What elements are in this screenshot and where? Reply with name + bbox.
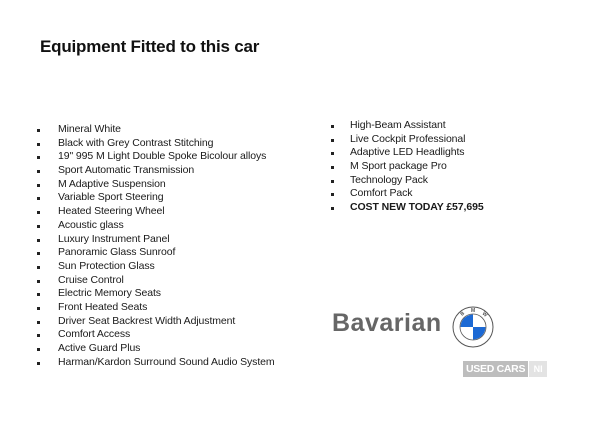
bullet-icon: [37, 184, 40, 187]
list-item: Live Cockpit Professional: [331, 133, 484, 147]
bullet-icon: [37, 143, 40, 146]
list-item: M Sport package Pro: [331, 160, 484, 174]
bullet-icon: [37, 252, 40, 255]
dealer-logo-text: Bavarian: [332, 309, 442, 337]
region-label: NI: [529, 361, 547, 377]
bullet-icon: [37, 266, 40, 269]
cost-new-item: COST NEW TODAY £57,695: [331, 201, 484, 215]
list-item: Panoramic Glass Sunroof: [37, 246, 275, 260]
list-item: M Adaptive Suspension: [37, 178, 275, 192]
bmw-roundel-icon: [452, 306, 494, 348]
list-item: Luxury Instrument Panel: [37, 233, 275, 247]
list-item: Driver Seat Backrest Width Adjustment: [37, 315, 275, 329]
used-cars-badge: [463, 361, 547, 377]
bullet-icon: [37, 129, 40, 132]
bullet-icon: [331, 180, 334, 183]
bullet-icon: [37, 321, 40, 324]
used-cars-label: USED CARS: [463, 361, 528, 377]
bullet-icon: [37, 348, 40, 351]
list-item: Comfort Pack: [331, 187, 484, 201]
list-item: Active Guard Plus: [37, 342, 275, 356]
bullet-icon: [37, 307, 40, 310]
list-item: Acoustic glass: [37, 219, 275, 233]
svg-text:B: B: [459, 310, 467, 318]
bullet-icon: [37, 211, 40, 214]
equipment-list-right: [331, 119, 484, 215]
bullet-icon: [37, 197, 40, 200]
equipment-list-left: [37, 123, 275, 369]
bullet-icon: [37, 334, 40, 337]
list-item: 19" 995 M Light Double Spoke Bicolour alloys: [37, 150, 275, 164]
bullet-icon: [331, 193, 334, 196]
bullet-icon: [37, 156, 40, 159]
list-item: Front Heated Seats: [37, 301, 275, 315]
list-item: Heated Steering Wheel: [37, 205, 275, 219]
bullet-icon: [331, 207, 334, 210]
page-title: Equipment Fitted to this car: [40, 37, 260, 56]
svg-text:W: W: [480, 310, 489, 319]
bullet-icon: [37, 280, 40, 283]
bullet-icon: [331, 125, 334, 128]
list-item: Cruise Control: [37, 274, 275, 288]
bullet-icon: [37, 170, 40, 173]
bullet-icon: [331, 166, 334, 169]
bullet-icon: [37, 362, 40, 365]
list-item: High-Beam Assistant: [331, 119, 484, 133]
bullet-icon: [37, 293, 40, 296]
list-item: Adaptive LED Headlights: [331, 146, 484, 160]
bullet-icon: [37, 225, 40, 228]
bullet-icon: [37, 239, 40, 242]
list-item: Mineral White: [37, 123, 275, 137]
list-item: Electric Memory Seats: [37, 287, 275, 301]
list-item: Black with Grey Contrast Stitching: [37, 137, 275, 151]
list-item: Comfort Access: [37, 328, 275, 342]
bullet-icon: [331, 152, 334, 155]
list-item: Sun Protection Glass: [37, 260, 275, 274]
list-item: Harman/Kardon Surround Sound Audio System: [37, 356, 275, 370]
svg-text:M: M: [471, 308, 476, 315]
bullet-icon: [331, 139, 334, 142]
list-item: Technology Pack: [331, 174, 484, 188]
list-item: Variable Sport Steering: [37, 191, 275, 205]
list-item: Sport Automatic Transmission: [37, 164, 275, 178]
